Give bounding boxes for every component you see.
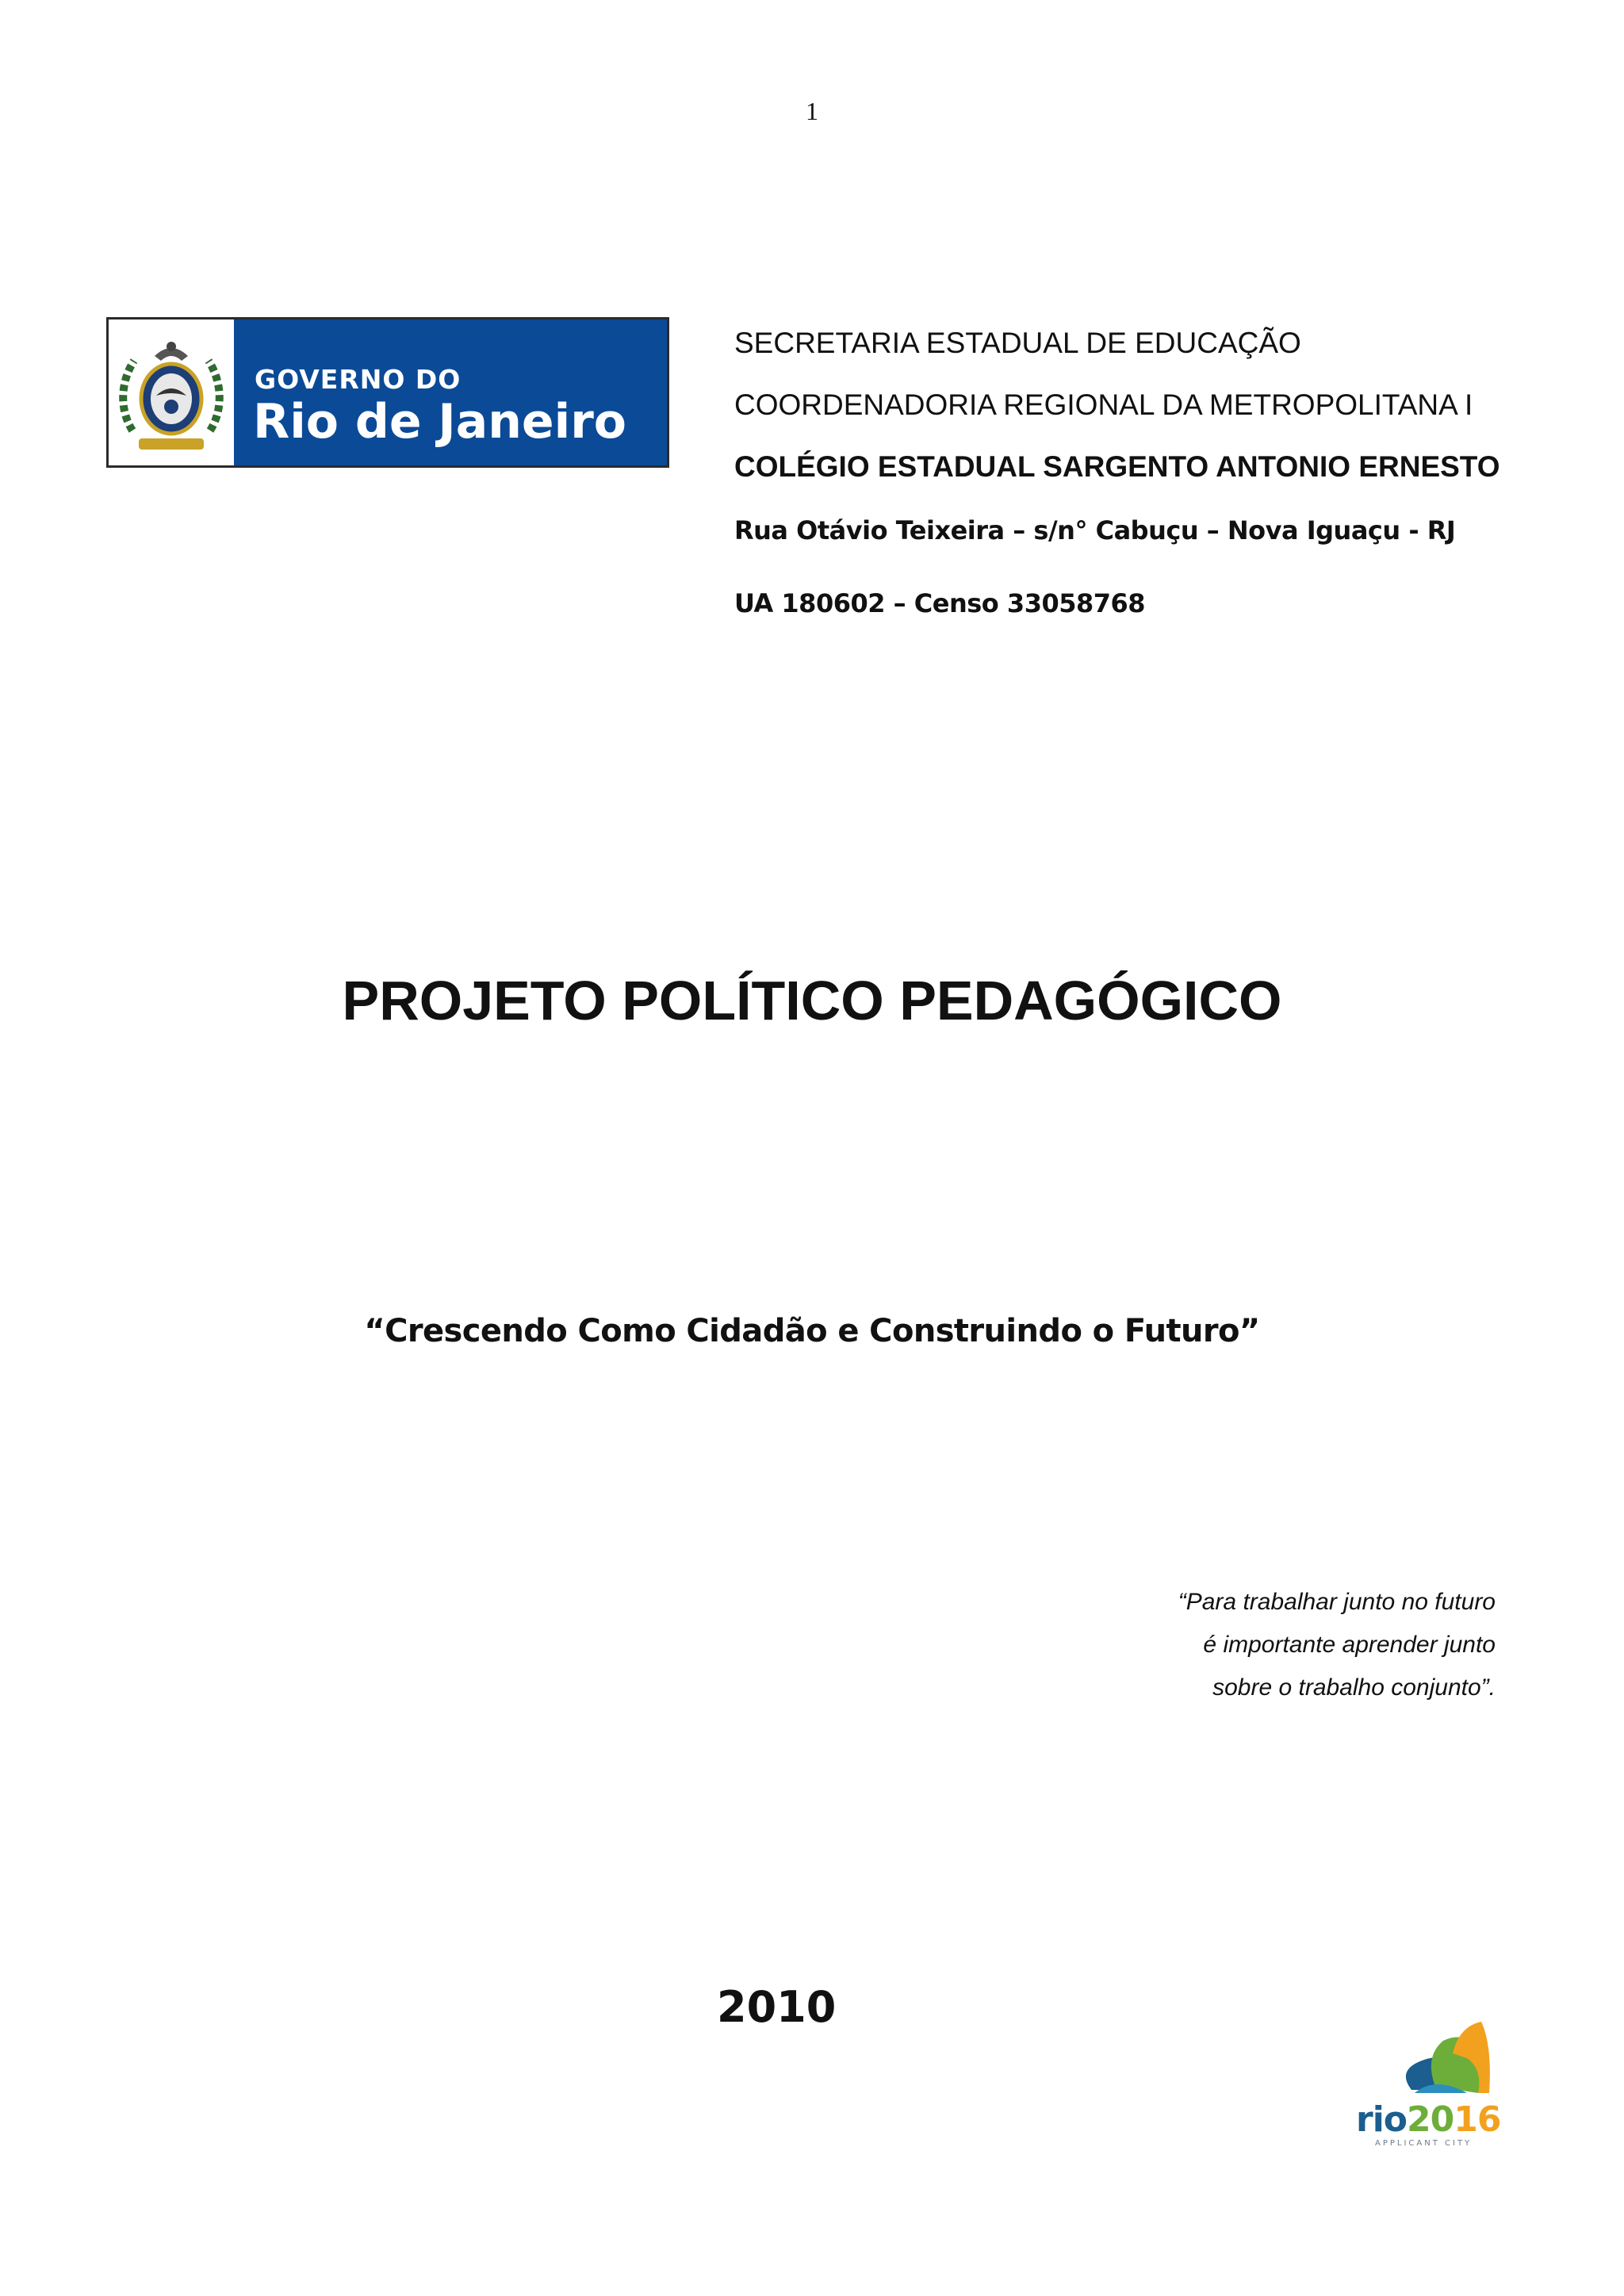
logo-line1: GOVERNO DO (255, 364, 462, 395)
header-endereco: Rua Otávio Teixeira – s/n° Cabuçu – Nova Iguaçu - RJ (734, 515, 1456, 545)
document-subtitle: “Crescendo Como Cidadão e Construindo o Futuro” (364, 1313, 1260, 1349)
header-coordenadoria: COORDENADORIA REGIONAL DA METROPOLITANA I (734, 388, 1473, 421)
rio-2016-mark-icon (1348, 2014, 1507, 2101)
state-coat-of-arms-icon (109, 320, 234, 465)
rio-2016-wordmark: rio2016 (1356, 2099, 1501, 2140)
epigraph-line-2: é importante aprender junto (1203, 1632, 1496, 1658)
header-secretaria: SECRETARIA ESTADUAL DE EDUCAÇÃO (734, 327, 1301, 359)
epigraph-line-3: sobre o trabalho conjunto”. (1212, 1674, 1496, 1701)
rio-2016-logo (1348, 2014, 1507, 2156)
governo-rio-de-janeiro-logo (106, 317, 669, 468)
header-ua-censo: UA 180602 – Censo 33058768 (734, 588, 1146, 618)
header-colegio: COLÉGIO ESTADUAL SARGENTO ANTONIO ERNESTO (734, 450, 1500, 483)
document-title: PROJETO POLÍTICO PEDAGÓGICO (342, 970, 1282, 1031)
logo-line2: Rio de Janeiro (253, 394, 627, 450)
rio-2016-applicant-city: APPLICANT CITY (1375, 2139, 1473, 2148)
document-year: 2010 (717, 1982, 837, 2032)
page-number: 1 (806, 97, 818, 125)
epigraph-line-1: “Para trabalhar junto no futuro (1178, 1589, 1496, 1615)
